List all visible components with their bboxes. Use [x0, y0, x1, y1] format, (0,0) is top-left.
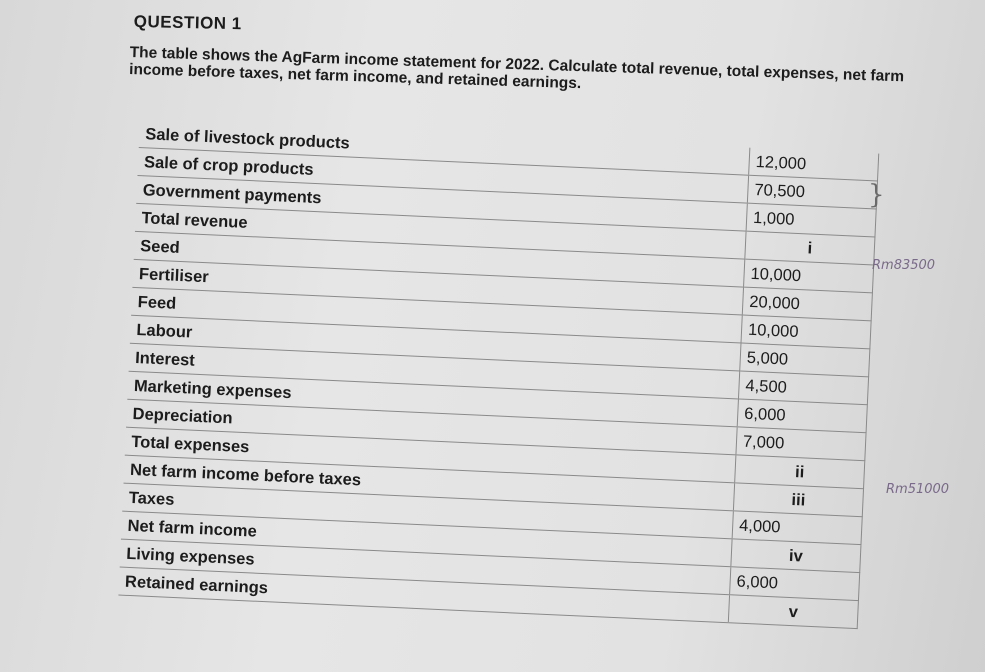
row-label: Total expenses [125, 427, 736, 483]
row-value: 5,000 [740, 343, 870, 377]
row-value: iv [731, 539, 861, 573]
income-statement-table-container [118, 120, 879, 629]
row-value: 70,500 [747, 175, 877, 209]
row-label: Total revenue [135, 203, 746, 259]
row-value: 10,000 [741, 315, 871, 349]
question-text: The table shows the AgFarm income statement for 2022. Calculate total revenue, total expenses, net farm income before taxes, net farm income, and retained earnings. [128, 44, 905, 93]
row-value: 6,000 [737, 399, 867, 433]
row-label: Depreciation [126, 399, 737, 455]
row-value: 4,000 [732, 511, 862, 545]
row-value: ii [735, 455, 865, 489]
row-label: Fertiliser [132, 259, 743, 315]
row-value: 7,000 [736, 427, 866, 461]
row-label: Retained earnings [118, 567, 729, 623]
row-value: iii [733, 483, 863, 517]
question-title: QUESTION 1 [133, 12, 242, 34]
row-value: 4,500 [738, 371, 868, 405]
row-label: Net farm income [121, 511, 732, 567]
row-value: v [728, 595, 858, 629]
row-value: 12,000 [749, 148, 879, 181]
row-label: Sale of livestock products [139, 120, 750, 175]
row-label: Feed [131, 287, 742, 343]
row-label: Sale of crop products [137, 147, 748, 203]
row-label: Living expenses [120, 539, 731, 595]
row-value: 6,000 [730, 567, 860, 601]
handwritten-note-expenses: Rm51000 [886, 482, 950, 497]
row-value: 20,000 [742, 287, 872, 321]
row-value: 10,000 [744, 259, 874, 293]
handwritten-note-revenue: Rm83500 [872, 258, 936, 273]
handwritten-brace-mark: } [868, 180, 885, 210]
row-label: Taxes [122, 483, 733, 539]
row-label: Marketing expenses [127, 371, 738, 427]
row-label: Government payments [136, 175, 747, 231]
row-label: Labour [130, 315, 741, 371]
row-label: Interest [129, 343, 740, 399]
row-value: 1,000 [746, 203, 876, 237]
income-statement-table [118, 120, 879, 629]
row-label: Net farm income before taxes [124, 455, 735, 511]
row-label: Seed [134, 231, 745, 287]
row-value: i [745, 231, 875, 265]
